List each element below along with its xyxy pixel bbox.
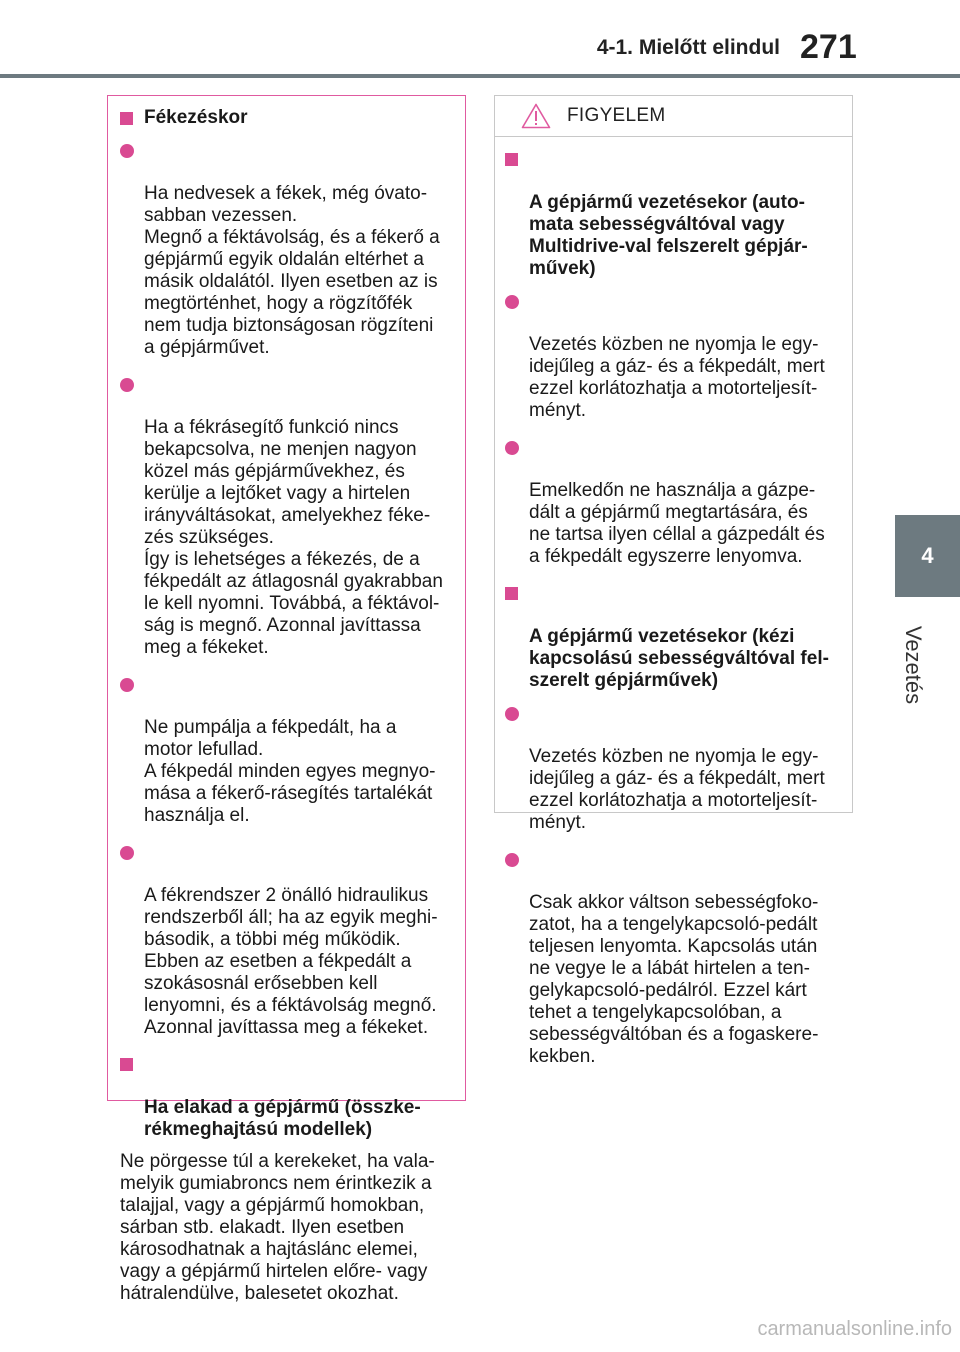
bullet-item xyxy=(505,848,840,1068)
bullet-text: Ha a fékrásegítő funkció nincs bekapcsolva, ne menjen nagyon közel más gépjárművekhez, és kerülje a lejtőket vagy a hirtelen irányváltásokat, amelyekhez féke- zés szükséges. Így is lehetséges a fékezés, de a fékpedált az átlagosnál gyakrabban le kell nyomni. Továbbá, a féktávol- ság is megnő. Azonnal javíttassa meg a fékeket. xyxy=(144,417,443,658)
round-bullet-icon xyxy=(505,707,519,721)
bullet-text: A fékrendszer 2 önálló hidraulikus rendszerből áll; ha az egyik meghi- básodik, a többi még működik. Ebben az esetben a fékpedált a szokásosnál erősebben kell lenyomni, és a féktávolság megnő. Azonnal javíttassa meg a fékeket. xyxy=(144,885,438,1038)
round-bullet-icon xyxy=(120,378,134,392)
bullet-item xyxy=(505,436,840,568)
bullet-text: Csak akkor váltson sebességfoko- zatot, ha a tengelykapcsoló-pedált teljesen lenyomta. Kapcsolás után ne vegye le a lábát hirtelen a ten- gelykapcsoló-pedálról. Ezzel kárt tehet a tengelykapcsolóban, a sebességváltóban és a fogaskere- kekben. xyxy=(529,892,819,1067)
watermark-text: carmanualsonline.info xyxy=(757,1318,952,1340)
section-title: A gépjármű vezetésekor (kézi kapcsolású sebességváltóval fel- szerelt gépjárművek) xyxy=(529,626,829,691)
round-bullet-icon xyxy=(505,441,519,455)
round-bullet-icon xyxy=(120,144,134,158)
section-title: Ha elakad a gépjármű (összke- rékmeghajtású modellek) xyxy=(144,1097,421,1140)
section-heading xyxy=(505,582,840,692)
chapter-side-label xyxy=(893,605,933,725)
bullet-item xyxy=(120,139,451,359)
section-title: A gépjármű vezetésekor (auto- mata sebességváltóval vagy Multidrive-val felszerelt gépjár- művek) xyxy=(529,192,808,279)
warning-triangle-icon xyxy=(521,103,551,129)
bullet-item xyxy=(120,841,451,1039)
square-bullet-icon xyxy=(505,587,518,600)
section-title: Fékezéskor xyxy=(144,107,248,128)
header-divider xyxy=(0,74,960,78)
bullet-item xyxy=(505,290,840,422)
section-heading xyxy=(120,107,451,129)
warning-header xyxy=(495,96,852,137)
round-bullet-icon xyxy=(505,853,519,867)
page-number: 271 xyxy=(800,28,857,66)
chapter-number: 4 xyxy=(921,543,934,568)
round-bullet-icon xyxy=(120,846,134,860)
warning-body xyxy=(495,137,852,1068)
bullet-text: Vezetés közben ne nyomja le egy- idejűleg a gáz- és a fékpedált, mert ezzel korlátozhatja a motorteljesít- ményt. xyxy=(529,334,825,421)
round-bullet-icon xyxy=(505,295,519,309)
bullet-text: Ne pumpálja a fékpedált, ha a motor lefullad. A fékpedál minden egyes megnyo- mása a fékerő-rásegítés tartalékát használja el. xyxy=(144,717,436,826)
section-paragraph: Ne pörgesse túl a kerekeket, ha vala- melyik gumiabroncs nem érintkezik a talajjal, vagy a gépjármű homokban, sárban stb. elakadt. Ilyen esetben károsodhatnak a hajtáslánc elemei, vagy a gépjármű hirtelen előre- vagy hátralendülve, balesetet okozhat. xyxy=(120,1151,435,1304)
section-heading xyxy=(120,1053,451,1141)
warning-title: FIGYELEM xyxy=(567,105,666,126)
bullet-text: Emelkedőn ne használja a gázpe- dált a gépjármű megtartására, és ne tartsa ilyen céllal a gázpedált és a fékpedált egyszerre lenyomva. xyxy=(529,480,825,567)
section-heading xyxy=(505,148,840,280)
square-bullet-icon xyxy=(120,1058,133,1071)
bullet-item xyxy=(120,673,451,827)
section-header-title: 4-1. Mielőtt elindul xyxy=(596,36,780,59)
chapter-label-text: Vezetés xyxy=(901,625,926,705)
bullet-item xyxy=(120,373,451,659)
info-box-braking xyxy=(107,95,466,1304)
chapter-tab xyxy=(895,515,960,597)
square-bullet-icon xyxy=(505,153,518,166)
bullet-item xyxy=(505,702,840,834)
bullet-text: Ha nedvesek a fékek, még óvato- sabban vezessen. Megnő a féktávolság, és a fékerő a gépjármű egyik oldalán eltérhet a másik oldalától. Ilyen esetben az is megtörténhet, hogy a rögzítőfék nem tudja biztonságosan rögzíteni a gépjárművet. xyxy=(144,183,440,358)
round-bullet-icon xyxy=(120,678,134,692)
square-bullet-icon xyxy=(120,112,133,125)
warning-box xyxy=(494,95,853,1067)
bullet-text: Vezetés közben ne nyomja le egy- idejűleg a gáz- és a fékpedált, mert ezzel korlátozhatja a motorteljesít- ményt. xyxy=(529,746,825,833)
